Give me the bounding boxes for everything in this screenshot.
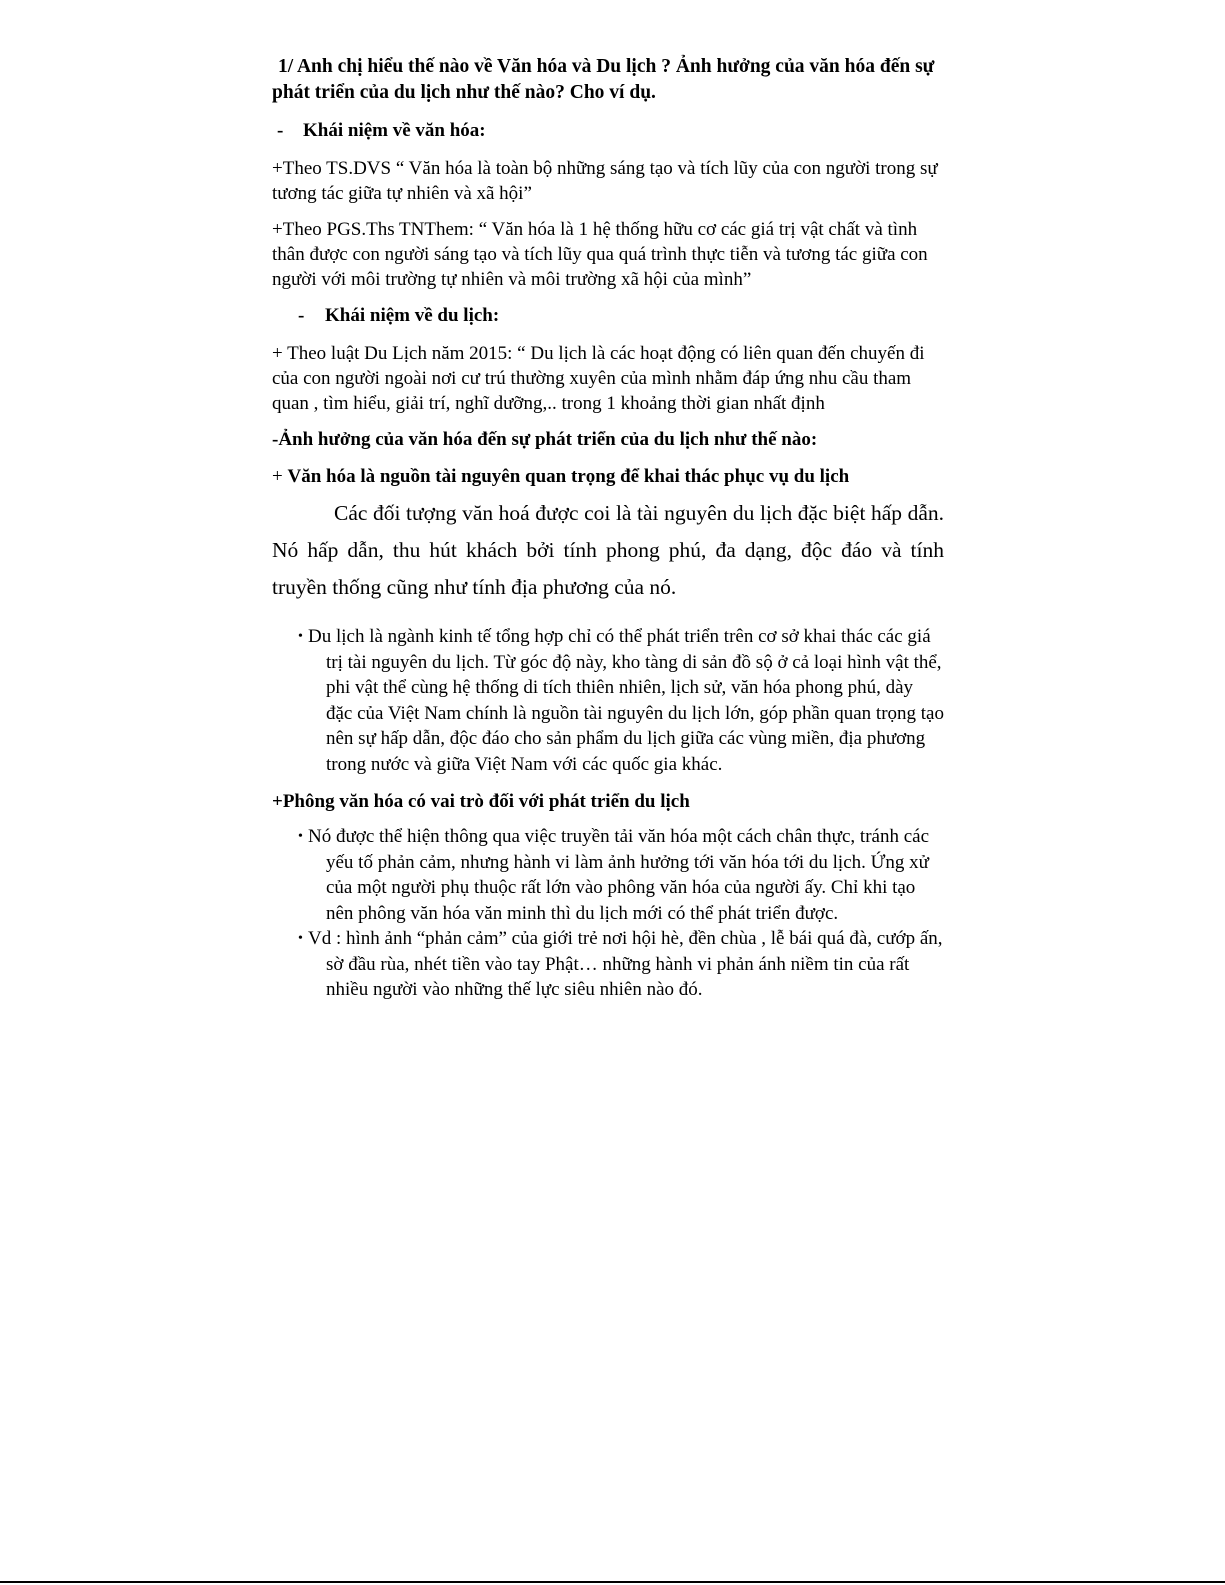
point2-bullet-list	[272, 824, 944, 1003]
point1-bullet-list	[272, 624, 944, 777]
culture-definition-2: +Theo PGS.Ths TNThem: “ Văn hóa là 1 hệ thống hữu cơ các giá trị vật chất và tình thân được con người sáng tạo và tích lũy qua quá trình thực tiễn và tương tác giữa con người với môi trường tự nhiên và môi trường xã hội của mình”	[272, 219, 928, 290]
document-body	[272, 54, 944, 1014]
point1-paragraph: Các đối tượng văn hoá được coi là tài nguyên du lịch đặc biệt hấp dẫn. Nó hấp dẫn, thu hút khách bởi tính phong phú, đa dạng, độc đáo và tính truyền thống cũng như tính địa phương của nó.	[272, 501, 944, 599]
tourism-definition: + Theo luật Du Lịch năm 2015: “ Du lịch là các hoạt động có liên quan đến chuyến đi của con người ngoài nơi cư trú thường xuyên của mình nhằm đáp ứng nhu cầu tham quan , tìm hiểu, giải trí, nghĩ dưỡng,.. trong 1 khoảng thời gian nhất định	[272, 343, 925, 414]
dash-marker: -	[277, 120, 284, 141]
point1-heading-text: Văn hóa là nguồn tài nguyên quan trọng để khai thác phục vụ du lịch	[287, 466, 850, 487]
tourism-heading-row	[272, 303, 944, 328]
list-item	[298, 926, 944, 1003]
point2-bullet-text-1: Nó được thể hiện thông qua việc truyền tải văn hóa một cách chân thực, tránh các yếu tố phản cảm, nhưng hành vi làm ảnh hưởng tới văn hóa tới du lịch. Ứng xử của một người phụ thuộc rất lớn vào phông văn hóa của người ấy. Chỉ khi tạo nên phông văn hóa văn minh thì du lịch mới có thể phát triển được.	[308, 826, 929, 924]
point1-prefix: +	[272, 466, 288, 487]
dash-marker: -	[298, 305, 305, 326]
bullet-icon: •	[298, 931, 303, 946]
bullet-icon: •	[298, 629, 303, 644]
tourism-heading: Khái niệm về du lịch:	[325, 305, 500, 326]
question-title: 1/ Anh chị hiểu thế nào về Văn hóa và Du lịch ? Ảnh hưởng của văn hóa đến sự phát triển của du lịch như thế nào? Cho ví dụ.	[272, 56, 935, 103]
page-bottom-border	[0, 1581, 1225, 1583]
culture-definition-1: +Theo TS.DVS “ Văn hóa là toàn bộ những sáng tạo và tích lũy của con người trong sự tương tác giữa tự nhiên và xã hội”	[272, 158, 938, 204]
culture-heading: Khái niệm về văn hóa:	[303, 120, 486, 141]
point2-heading: +Phông văn hóa có vai trò đối với phát triển du lịch	[272, 791, 690, 812]
list-item	[298, 624, 944, 777]
point2-bullet-text-2: Vd : hình ảnh “phản cảm” của giới trẻ nơi hội hè, đền chùa , lễ bái quá đà, cướp ấn, sờ đầu rùa, nhét tiền vào tay Phật… những hành vi phản ánh niềm tin của rất nhiều người vào những thế lực siêu nhiên nào đó.	[308, 928, 943, 1000]
point1-bullet-text: Du lịch là ngành kinh tế tổng hợp chỉ có thể phát triển trên cơ sở khai thác các giá trị tài nguyên du lịch. Từ góc độ này, kho tàng di sản đồ sộ ở cả loại hình vật thể, phi vật thể cùng hệ thống di tích thiên nhiên, lịch sử, văn hóa phong phú, dày đặc của Việt Nam chính là nguồn tài nguyên du lịch lớn, góp phần quan trọng tạo nên sự hấp dẫn, độc đáo cho sản phẩm du lịch giữa các vùng miền, địa phương trong nước và giữa Việt Nam với các quốc gia khác.	[308, 626, 944, 775]
influence-heading: -Ảnh hưởng của văn hóa đến sự phát triển của du lịch như thế nào:	[272, 429, 818, 450]
list-item	[298, 824, 944, 926]
culture-heading-row	[272, 118, 944, 143]
point1-heading	[272, 464, 944, 489]
bullet-icon: •	[298, 829, 303, 844]
